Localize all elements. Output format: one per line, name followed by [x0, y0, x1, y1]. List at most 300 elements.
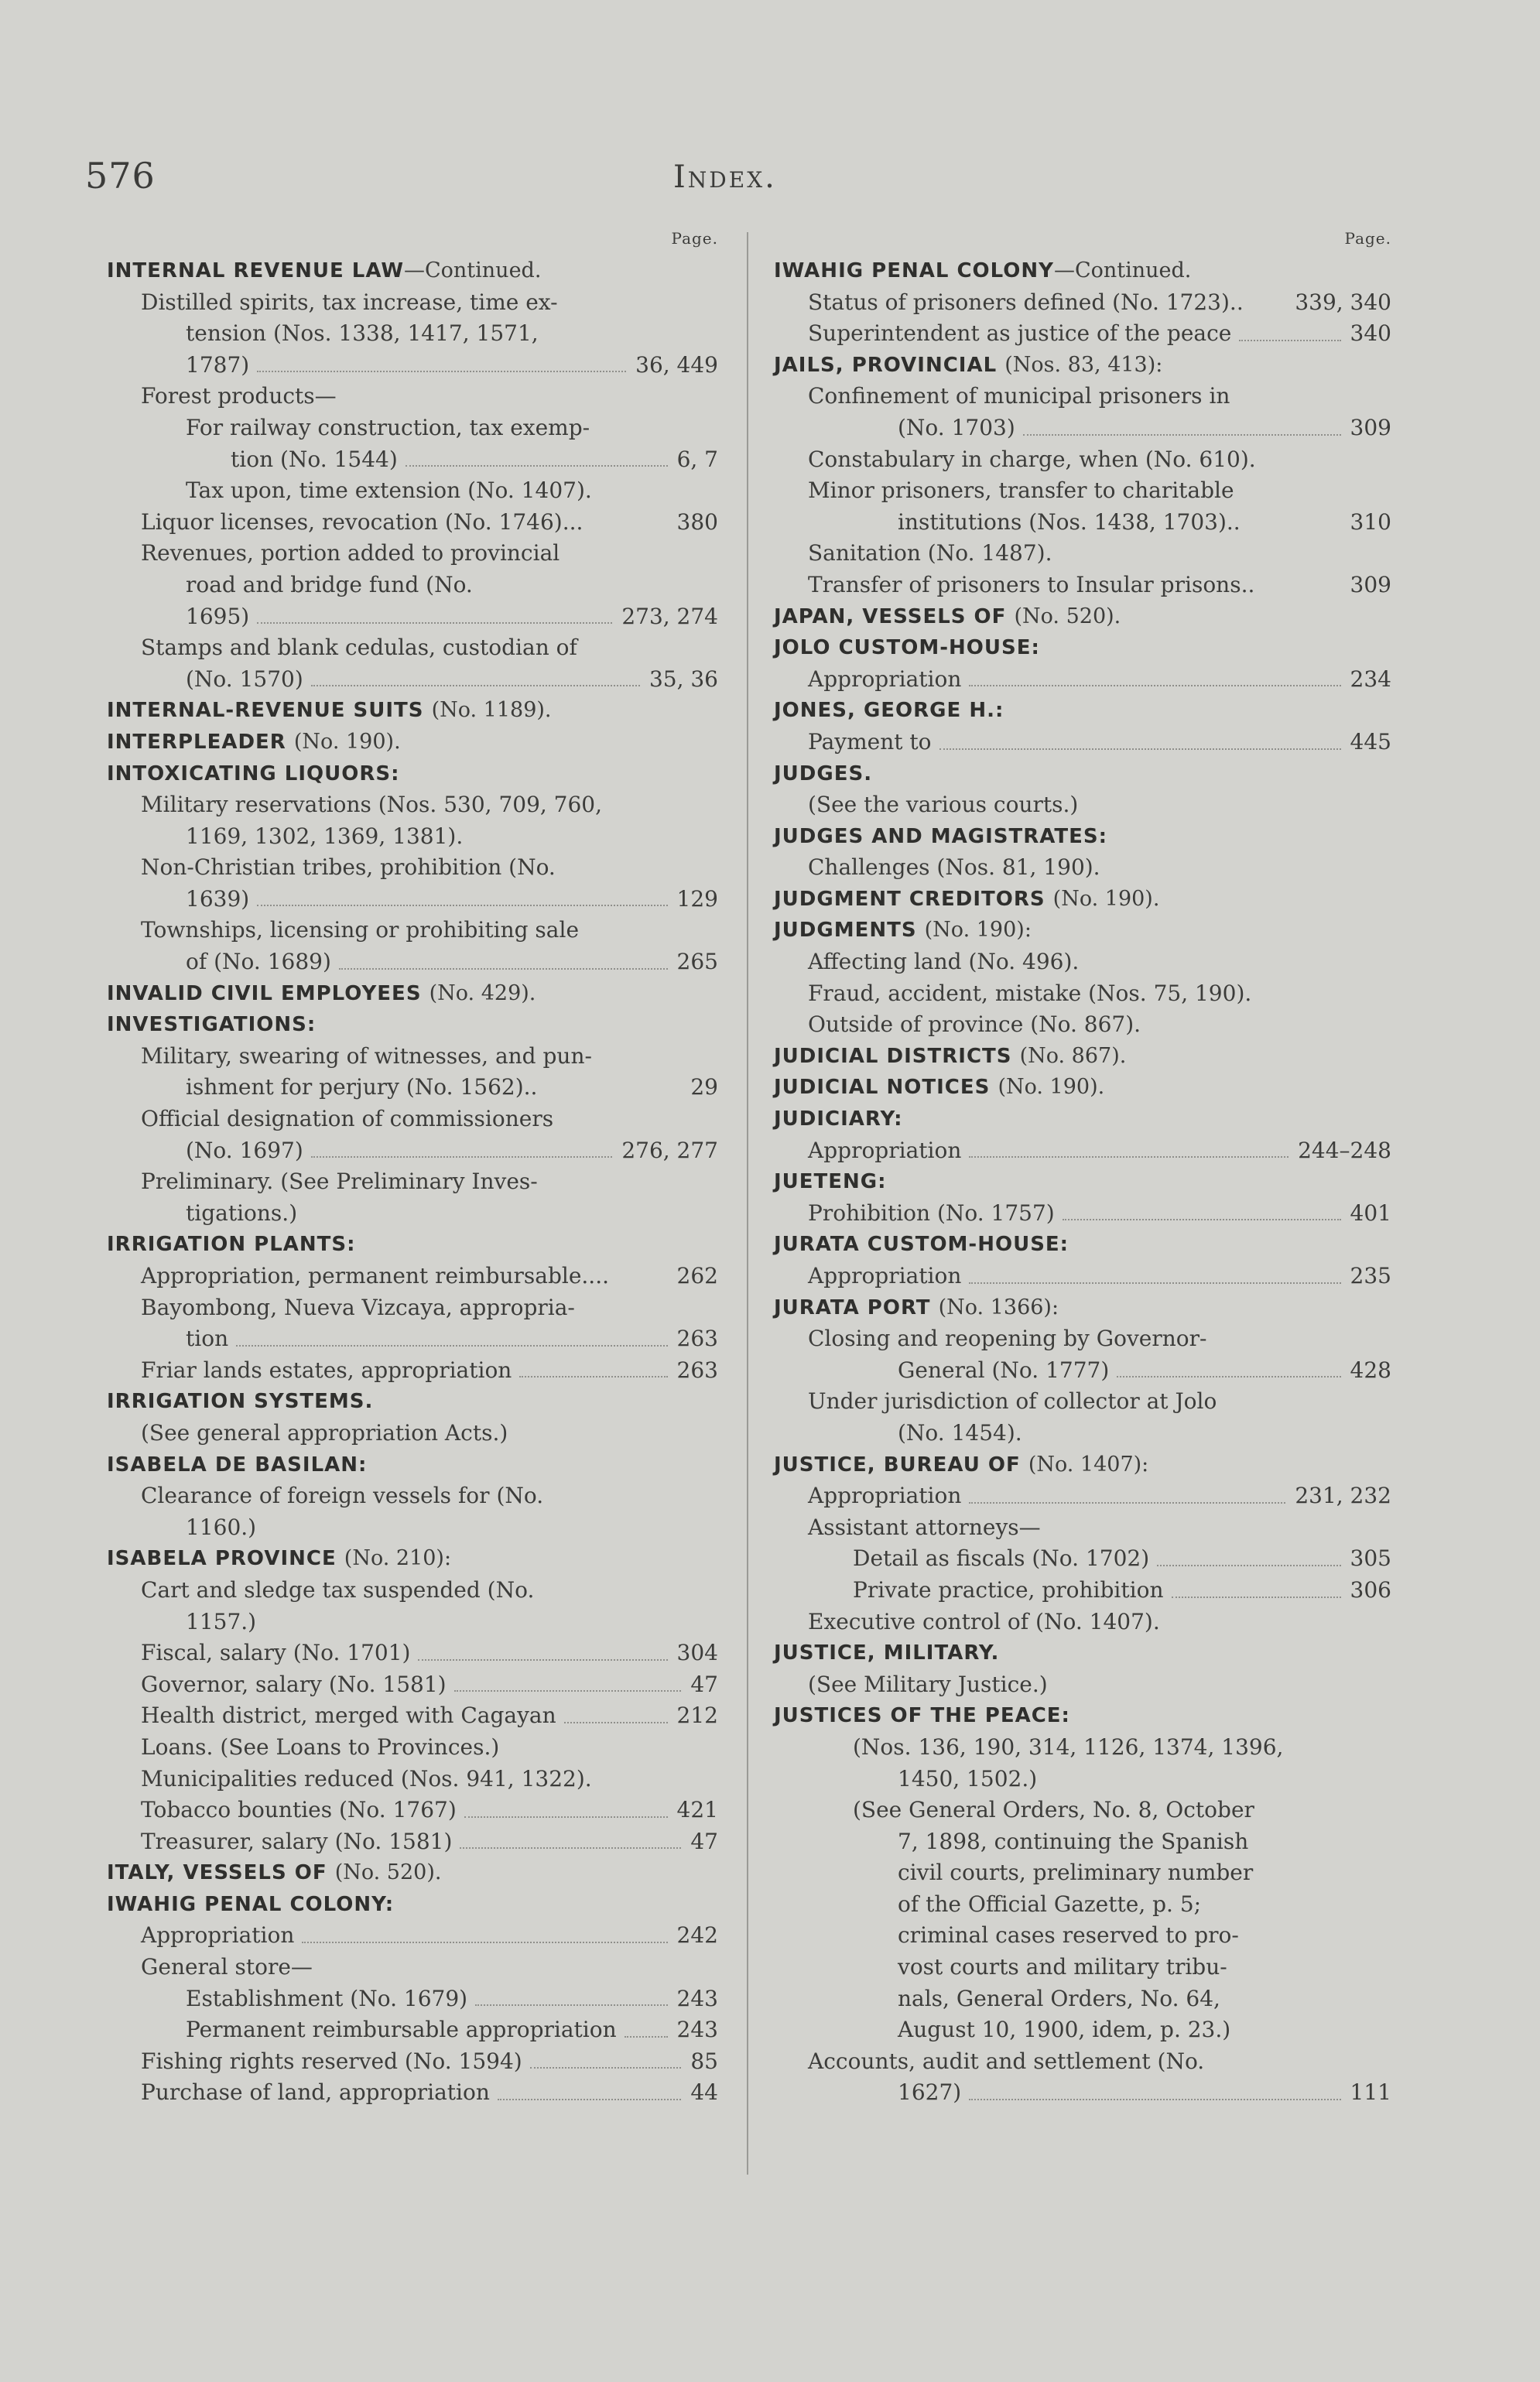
entry-text: Municipalities reduced (Nos. 941, 1322).: [141, 1765, 592, 1792]
page-reference: 263: [676, 1326, 718, 1352]
entry-text: Clearance of foreign vessels for (No.: [141, 1483, 544, 1509]
dot-leader: [530, 2067, 682, 2069]
entry-text: nals, General Orders, No. 64,: [898, 1985, 1220, 2011]
index-entry: [107, 538, 718, 570]
entry-text: Appropriation: [808, 1263, 962, 1289]
page-reference: 304: [676, 1640, 718, 1666]
heading-text: JUDGMENTS: [774, 919, 917, 943]
index-heading: [774, 1104, 1391, 1135]
entry-text: Status of prisoners defined (No. 1723)..: [808, 289, 1244, 315]
index-entry: [107, 1480, 718, 1512]
dot-leader: [236, 1345, 667, 1347]
entry-text: Stamps and blank cedulas, custodian of: [141, 635, 577, 661]
dot-leader: [406, 465, 668, 467]
index-heading: [774, 1041, 1391, 1073]
heading-reference: (No. 429).: [429, 981, 536, 1005]
page-reference: 273, 274: [621, 603, 718, 629]
heading-text: JUDICIAL NOTICES: [774, 1076, 991, 1100]
entry-text: Outside of province (No. 867).: [808, 1011, 1141, 1038]
entry-text: Appropriation: [808, 1483, 962, 1509]
dot-leader: [475, 2004, 667, 2006]
index-entry: [774, 1323, 1391, 1355]
page-reference: 235: [1350, 1263, 1391, 1289]
index-entry: [774, 1355, 1391, 1387]
index-entry: [774, 946, 1391, 978]
index-entry: [107, 1072, 718, 1104]
heading-text: JUSTICE, BUREAU OF: [774, 1453, 1021, 1477]
entry-text: criminal cases reserved to pro-: [898, 1922, 1239, 1949]
entry-text: Townships, licensing or prohibiting sale: [141, 917, 580, 943]
heading-reference: (No. 1366):: [938, 1295, 1059, 1319]
heading-text: INTERNAL-REVENUE SUITS: [107, 699, 424, 723]
page-reference: 263: [676, 1357, 718, 1383]
entry-text: (See General Orders, No. 8, October: [853, 1797, 1254, 1823]
index-entry: [107, 1512, 718, 1544]
entry-text: Military reservations (Nos. 530, 709, 760,: [141, 792, 603, 818]
page-column-label: Page.: [1344, 229, 1391, 248]
heading-text: JUETENG:: [774, 1170, 887, 1194]
dot-leader: [257, 371, 626, 372]
index-entry: [107, 1638, 718, 1669]
index-entry: [774, 1261, 1391, 1292]
index-entry: [774, 538, 1391, 570]
index-heading: [774, 821, 1391, 853]
entry-text: 1450, 1502.): [898, 1765, 1038, 1792]
entry-text: Distilled spirits, tax increase, time ex-: [141, 289, 558, 315]
index-entry: [107, 1764, 718, 1795]
index-entry: [107, 2077, 718, 2109]
index-entry: [107, 507, 718, 539]
index-entry: [774, 475, 1391, 507]
index-entry: [774, 412, 1391, 444]
entry-text: Liquor licenses, revocation (No. 1746)...: [141, 508, 583, 535]
index-entry: [107, 1669, 718, 1701]
index-entry: [107, 632, 718, 664]
index-column-left: [107, 229, 718, 2109]
index-entries: [107, 255, 718, 2109]
index-heading: [774, 884, 1391, 915]
index-entry: [107, 915, 718, 946]
index-entry: [774, 1889, 1391, 1921]
heading-reference: (No. 1189).: [431, 698, 552, 723]
index-entry: [774, 2046, 1391, 2078]
page-reference: 47: [690, 1671, 718, 1697]
index-entry: [774, 1952, 1391, 1983]
index-entry: [107, 884, 718, 915]
index-entry: [107, 1292, 718, 1324]
index-heading: [774, 632, 1391, 664]
entry-text: Sanitation (No. 1487).: [808, 540, 1052, 566]
entry-text: Fiscal, salary (No. 1701): [141, 1640, 411, 1666]
entry-text: Appropriation: [808, 666, 962, 692]
heading-text: JONES, GEORGE H.:: [774, 699, 1004, 723]
page-reference: 212: [676, 1703, 718, 1729]
entry-text: Tax upon, time extension (No. 1407).: [186, 477, 592, 504]
index-entry: [107, 601, 718, 633]
entry-text: 1169, 1302, 1369, 1381).: [186, 823, 464, 849]
index-entry: [774, 1135, 1391, 1167]
entry-text: tigations.): [186, 1200, 298, 1226]
index-entry: [774, 1480, 1391, 1512]
heading-text: INVESTIGATIONS:: [107, 1013, 317, 1037]
heading-reference: —Continued.: [404, 258, 542, 282]
index-entry: [774, 2014, 1391, 2046]
dot-leader: [311, 1156, 613, 1158]
heading-text: JUSTICES OF THE PEACE:: [774, 1704, 1070, 1728]
entry-text: Transfer of prisoners to Insular prisons..: [808, 571, 1255, 597]
index-entry: [774, 1795, 1391, 1826]
index-entry: [774, 1983, 1391, 2015]
heading-text: JOLO CUSTOM-HOUSE:: [774, 636, 1040, 660]
entry-text: (No. 1697): [186, 1137, 303, 1163]
entry-text: civil courts, preliminary number: [898, 1860, 1254, 1886]
page-reference: 36, 449: [635, 351, 718, 378]
entry-text: Accounts, audit and settlement (No.: [808, 2048, 1205, 2074]
heading-reference: (No. 190).: [1052, 886, 1160, 911]
entry-text: For railway construction, tax exemp-: [186, 414, 590, 440]
index-entry: [774, 1764, 1391, 1795]
index-entry: [774, 1512, 1391, 1544]
entry-text: Military, swearing of witnesses, and pun-: [141, 1042, 592, 1069]
index-entry: [774, 1386, 1391, 1418]
entry-text: Minor prisoners, transfer to charitable: [808, 477, 1234, 504]
dot-leader: [1239, 340, 1340, 341]
index-entry: [774, 664, 1391, 696]
page-reference: 445: [1350, 728, 1391, 755]
index-heading: [774, 1292, 1391, 1324]
heading-text: INVALID CIVIL EMPLOYEES: [107, 981, 422, 1005]
index-entry: [107, 381, 718, 412]
index-entry: [107, 570, 718, 601]
dot-leader: [969, 685, 1340, 686]
index-entry: [107, 318, 718, 350]
page-reference: 234: [1350, 666, 1391, 692]
index-entry: [107, 412, 718, 444]
entry-text: Confinement of municipal prisoners in: [808, 383, 1230, 409]
dot-leader: [625, 2036, 668, 2038]
entry-text: Forest products—: [141, 383, 337, 409]
entry-text: Under jurisdiction of collector at Jolo: [808, 1388, 1217, 1415]
heading-text: JUDICIARY:: [774, 1107, 903, 1131]
index-entry: [107, 1607, 718, 1638]
index-entry: [107, 1198, 718, 1230]
index-entry: [774, 789, 1391, 821]
index-heading: [774, 255, 1391, 287]
index-heading: [107, 1386, 718, 1418]
index-heading: [107, 1229, 718, 1261]
index-entry: [107, 1135, 718, 1167]
dot-leader: [1172, 1597, 1341, 1598]
index-heading: [107, 1009, 718, 1041]
index-entry: [107, 1323, 718, 1355]
index-entry: [774, 1607, 1391, 1638]
entry-text: August 10, 1900, idem, p. 23.): [898, 2017, 1231, 2043]
page-reference: 35, 36: [649, 666, 718, 692]
index-entry: [774, 727, 1391, 758]
dot-leader: [969, 1282, 1340, 1284]
index-entry: [107, 789, 718, 821]
dot-leader: [339, 968, 668, 970]
heading-reference: —Continued.: [1053, 258, 1192, 282]
heading-text: JUDICIAL DISTRICTS: [774, 1044, 1012, 1068]
entry-text: 1157.): [186, 1608, 257, 1634]
dot-leader: [939, 748, 1341, 750]
dot-leader: [969, 2099, 1340, 2100]
heading-text: ISABELA PROVINCE: [107, 1547, 337, 1571]
page-reference: 244–248: [1298, 1137, 1391, 1163]
heading-text: JAILS, PROVINCIAL: [774, 353, 998, 377]
index-entry: [774, 2077, 1391, 2109]
index-entry: [107, 946, 718, 978]
page-reference: 380: [676, 508, 718, 535]
index-entry: [774, 1198, 1391, 1230]
index-entry: [107, 821, 718, 853]
heading-text: INTOXICATING LIQUORS:: [107, 761, 400, 785]
index-entry: [774, 444, 1391, 476]
index-heading: [774, 601, 1391, 633]
heading-text: JAPAN, VESSELS OF: [774, 604, 1007, 628]
index-column-right: [774, 229, 1391, 2109]
entry-text: Permanent reimbursable appropriation: [186, 2017, 617, 2043]
entry-text: (No. 1454).: [898, 1419, 1022, 1446]
entry-text: General store—: [141, 1954, 313, 1980]
index-entry: [774, 570, 1391, 601]
index-heading: [107, 1449, 718, 1481]
index-heading: [774, 1700, 1391, 1732]
entry-text: institutions (Nos. 1438, 1703)..: [898, 508, 1241, 535]
dot-leader: [1023, 434, 1341, 436]
dot-leader: [1157, 1565, 1340, 1566]
entry-text: Treasurer, salary (No. 1581): [141, 1828, 453, 1854]
index-entry: [107, 1983, 718, 2015]
dot-leader: [969, 1502, 1285, 1504]
entry-text: (See the various courts.): [808, 792, 1079, 818]
heading-text: INTERPLEADER: [107, 730, 286, 754]
index-entry: [774, 1543, 1391, 1575]
page-reference: 231, 232: [1295, 1483, 1391, 1509]
entry-text: Appropriation: [141, 1922, 295, 1949]
dot-leader: [460, 1847, 681, 1849]
page-reference: 265: [676, 949, 718, 975]
page-reference: 29: [690, 1074, 718, 1100]
page-number: 576: [85, 155, 156, 197]
index-entry: [774, 852, 1391, 884]
page-reference: 243: [676, 1985, 718, 2011]
entry-text: Fraud, accident, mistake (Nos. 75, 190).: [808, 980, 1252, 1006]
index-entry: [107, 1041, 718, 1073]
dot-leader: [311, 685, 640, 686]
page-reference: 401: [1350, 1200, 1391, 1226]
entry-text: 1639): [186, 885, 250, 912]
entry-text: (See general appropriation Acts.): [141, 1419, 508, 1446]
entry-text: vost courts and military tribu-: [898, 1954, 1227, 1980]
entry-text: (No. 1703): [898, 414, 1015, 440]
index-entry: [107, 287, 718, 319]
page-reference: 340: [1350, 320, 1391, 347]
heading-reference: (No. 1407):: [1028, 1452, 1149, 1477]
page-reference: 310: [1350, 508, 1391, 535]
entry-text: ishment for perjury (No. 1562)..: [186, 1074, 538, 1100]
heading-reference: (No. 520).: [334, 1860, 442, 1885]
entry-text: Official designation of commissioners: [141, 1106, 554, 1132]
entry-text: Fishing rights reserved (No. 1594): [141, 2048, 522, 2074]
heading-text: JUDGES.: [774, 761, 873, 785]
page-column-label: Page.: [671, 229, 718, 248]
heading-text: JURATA PORT: [774, 1295, 931, 1319]
dot-leader: [564, 1722, 668, 1723]
dot-leader: [498, 2099, 681, 2100]
entry-text: Private practice, prohibition: [853, 1576, 1164, 1603]
index-entry: [107, 1104, 718, 1135]
entry-text: 1627): [898, 2079, 962, 2106]
page-reference: 428: [1350, 1357, 1391, 1383]
page-reference: 111: [1350, 2079, 1391, 2106]
heading-reference: (No. 210):: [344, 1546, 452, 1571]
index-entry: [107, 2046, 718, 2078]
index-entry: [107, 1920, 718, 1952]
entry-text: Closing and reopening by Governor-: [808, 1326, 1207, 1352]
entry-text: of the Official Gazette, p. 5;: [898, 1891, 1202, 1917]
page-reference: 129: [676, 885, 718, 912]
page-reference: 6, 7: [676, 446, 718, 472]
entry-text: 1160.): [186, 1514, 257, 1540]
dot-leader: [454, 1690, 682, 1692]
dot-leader: [257, 905, 667, 906]
entry-text: Governor, salary (No. 1581): [141, 1671, 447, 1697]
entry-text: Preliminary. (See Preliminary Inves-: [141, 1169, 538, 1195]
index-entry: [107, 852, 718, 884]
index-heading: [107, 727, 718, 758]
index-entry: [107, 350, 718, 382]
entry-text: Constabulary in charge, when (No. 610).: [808, 446, 1256, 472]
index-entry: [774, 1857, 1391, 1889]
entry-text: Tobacco bounties (No. 1767): [141, 1797, 457, 1823]
entry-text: Affecting land (No. 496).: [808, 949, 1080, 975]
index-entry: [774, 1920, 1391, 1952]
heading-reference: (Nos. 83, 413):: [1004, 352, 1163, 377]
index-entry: [774, 287, 1391, 319]
heading-text: JUDGES AND MAGISTRATES:: [774, 824, 1107, 848]
page-reference: 44: [690, 2079, 718, 2106]
entry-text: Health district, merged with Cagayan: [141, 1703, 556, 1729]
heading-text: ITALY, VESSELS OF: [107, 1861, 327, 1885]
heading-reference: (No. 190).: [998, 1075, 1105, 1100]
entry-text: (Nos. 136, 190, 314, 1126, 1374, 1396,: [853, 1733, 1284, 1760]
index-entry: [107, 1261, 718, 1292]
index-entry: [107, 1355, 718, 1387]
dot-leader: [464, 1816, 668, 1818]
entry-text: Cart and sledge tax suspended (No.: [141, 1576, 535, 1603]
heading-text: INTERNAL REVENUE LAW: [107, 259, 404, 282]
index-entry: [107, 664, 718, 696]
index-entry: [107, 1952, 718, 1983]
index-entry: [107, 2014, 718, 2046]
index-entry: [774, 318, 1391, 350]
entry-text: Executive control of (No. 1407).: [808, 1608, 1160, 1634]
index-heading: [107, 255, 718, 287]
entry-text: Assistant attorneys—: [808, 1514, 1041, 1540]
index-heading: [107, 1543, 718, 1575]
dot-leader: [969, 1156, 1288, 1158]
index-entry: [774, 1826, 1391, 1858]
index-entry: [774, 1575, 1391, 1607]
index-entry: [774, 507, 1391, 539]
page-reference: 47: [690, 1828, 718, 1854]
dot-leader: [418, 1659, 667, 1661]
entry-text: Prohibition (No. 1757): [808, 1200, 1055, 1226]
index-heading: [774, 915, 1391, 946]
entry-text: Loans. (See Loans to Provinces.): [141, 1733, 500, 1760]
page-reference: 276, 277: [621, 1137, 718, 1163]
index-entry: [774, 1009, 1391, 1041]
index-entry: [107, 475, 718, 507]
index-entry: [774, 978, 1391, 1010]
heading-text: ISABELA DE BASILAN:: [107, 1453, 368, 1477]
entry-text: General (No. 1777): [898, 1357, 1110, 1383]
index-entry: [107, 1575, 718, 1607]
heading-text: IWAHIG PENAL COLONY: [774, 259, 1054, 282]
index-heading: [774, 1449, 1391, 1481]
entry-text: Payment to: [808, 728, 932, 755]
index-entry: [774, 381, 1391, 412]
index-entry: [774, 1732, 1391, 1764]
entry-text: Detail as fiscals (No. 1702): [853, 1545, 1150, 1572]
index-heading: [107, 1857, 718, 1889]
index-entries: [774, 255, 1391, 2109]
page-reference: 306: [1350, 1576, 1391, 1603]
index-heading: [774, 1166, 1391, 1198]
heading-reference: (No. 520).: [1014, 604, 1121, 628]
entry-text: Superintendent as justice of the peace: [808, 320, 1232, 347]
index-heading: [107, 978, 718, 1010]
entry-text: Appropriation, permanent reimbursable....: [141, 1263, 609, 1289]
heading-text: JUDGMENT CREDITORS: [774, 887, 1045, 911]
dot-leader: [519, 1376, 667, 1378]
page-reference: 242: [676, 1922, 718, 1949]
entry-text: Friar lands estates, appropriation: [141, 1357, 512, 1383]
entry-text: road and bridge fund (No.: [186, 571, 473, 597]
dot-leader: [1063, 1219, 1341, 1220]
index-heading: [774, 350, 1391, 382]
entry-text: 1787): [186, 351, 250, 378]
heading-text: JUSTICE, MILITARY.: [774, 1641, 1000, 1665]
index-heading: [774, 758, 1391, 790]
index-entry: [107, 1826, 718, 1858]
index-heading: [774, 1072, 1391, 1104]
page-reference: 339, 340: [1295, 289, 1391, 315]
running-title: Index.: [673, 159, 777, 195]
entry-text: (No. 1570): [186, 666, 303, 692]
entry-text: 1695): [186, 603, 250, 629]
entry-text: tion (No. 1544): [231, 446, 398, 472]
dot-leader: [302, 1942, 667, 1943]
page-reference: 305: [1350, 1545, 1391, 1572]
index-entry: [107, 1795, 718, 1826]
heading-text: IRRIGATION SYSTEMS.: [107, 1390, 374, 1414]
dot-leader: [1117, 1376, 1340, 1378]
entry-text: (See Military Justice.): [808, 1671, 1048, 1697]
entry-text: Revenues, portion added to provincial: [141, 540, 560, 566]
heading-reference: (No. 190):: [924, 918, 1032, 943]
index-entry: [107, 444, 718, 476]
index-heading: [107, 758, 718, 790]
entry-text: Challenges (Nos. 81, 190).: [808, 854, 1100, 881]
page-reference: 85: [690, 2048, 718, 2074]
entry-text: Purchase of land, appropriation: [141, 2079, 490, 2106]
entry-text: Bayombong, Nueva Vizcaya, appropria-: [141, 1294, 575, 1320]
entry-text: tion: [186, 1326, 229, 1352]
index-entry: [107, 1166, 718, 1198]
